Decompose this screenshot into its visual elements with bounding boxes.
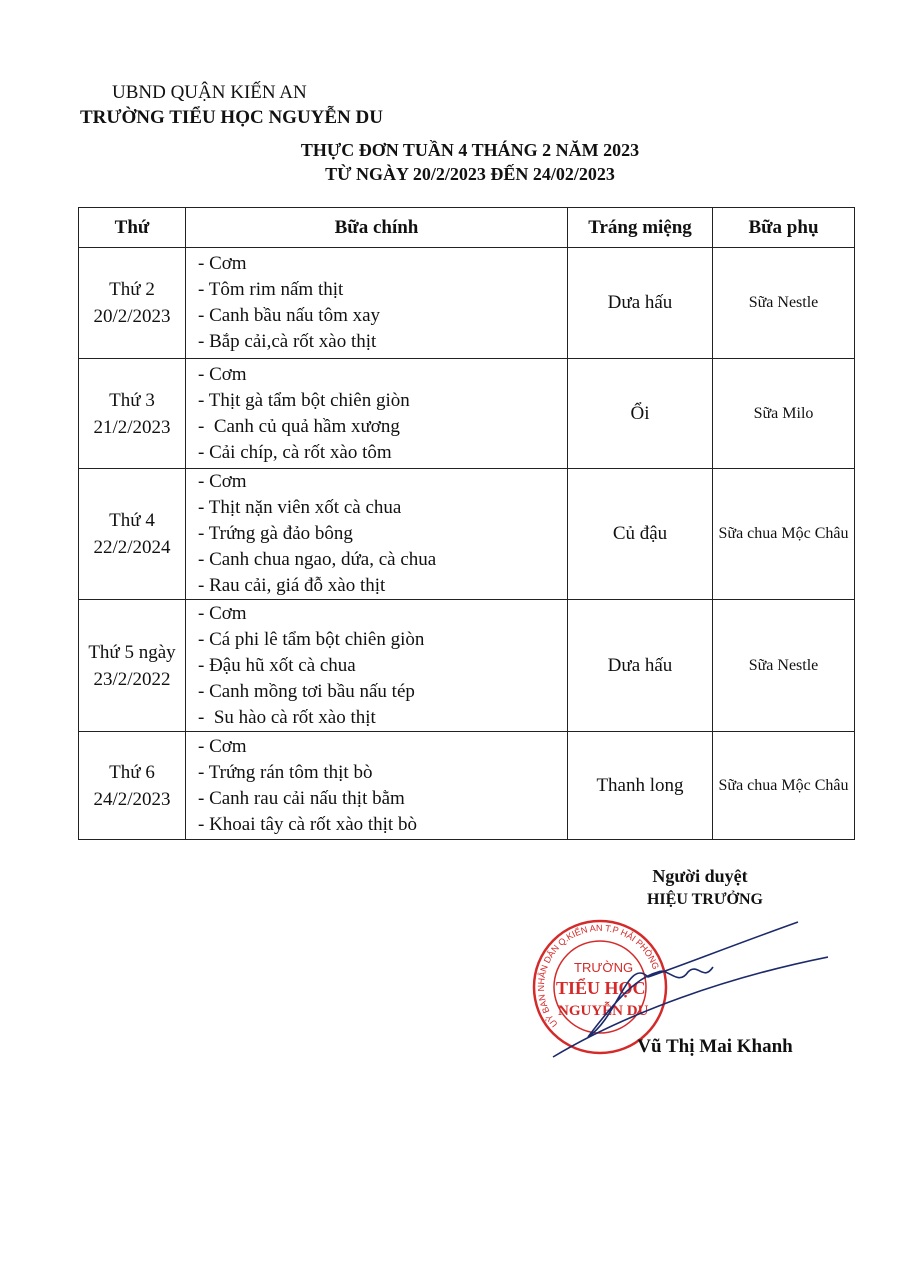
table-row — [79, 469, 855, 600]
dish: - Cơm — [198, 253, 247, 274]
table-row — [79, 248, 855, 359]
day-date: 20/2/2023 — [93, 306, 171, 327]
dessert-cell: Ổi — [568, 359, 713, 469]
day-date: 23/2/2022 — [93, 668, 171, 690]
day-date: 24/2/2023 — [93, 788, 171, 810]
dessert-cell: Dưa hấu — [568, 600, 713, 732]
day-cell — [79, 359, 186, 469]
dish: - Trứng gà đảo bông — [198, 523, 353, 544]
dish: - Su hào cà rốt xào thịt — [198, 706, 376, 728]
approver-role: HIỆU TRƯỞNG — [646, 891, 763, 908]
day-cell — [79, 248, 186, 359]
main-meal-cell — [186, 248, 568, 359]
day-cell — [79, 732, 186, 840]
stamp-line-2: TIỂU HỌC — [556, 978, 646, 998]
dish: - Cơm — [198, 602, 247, 624]
day-cell — [79, 600, 186, 732]
approver-label: Người duyệt — [652, 866, 748, 886]
menu-title: THỰC ĐƠN TUẦN 4 THÁNG 2 NĂM 2023 — [300, 140, 640, 160]
day-name: Thứ 6 — [109, 761, 155, 783]
col-snack: Bữa phụ — [713, 208, 855, 248]
snack-cell: Sữa chua Mộc Châu — [713, 732, 855, 840]
table-header-row — [79, 208, 855, 248]
main-meal-cell — [186, 600, 568, 732]
dish: - Khoai tây cà rốt xào thịt bò — [198, 813, 417, 835]
main-meal-cell — [186, 359, 568, 469]
stamp-line-1: TRƯỜNG — [574, 960, 634, 975]
col-day: Thứ — [79, 208, 186, 248]
dish: - Cơm — [198, 735, 247, 757]
snack-cell: Sữa Nestle — [713, 248, 855, 359]
dish: - Canh mồng tơi bầu nấu tép — [198, 680, 415, 702]
day-name: Thứ 2 — [109, 279, 155, 300]
dish: - Cơm — [198, 471, 247, 492]
dish: - Canh chua ngao, dứa, cà chua — [198, 549, 437, 570]
dish: - Canh củ quả hầm xương — [198, 415, 400, 437]
stamp-ring-text: UỶ BAN NHÂN DÂN Q.KIẾN AN T.P HẢI PHÒNG — [535, 922, 661, 1030]
snack-cell: Sữa Milo — [713, 359, 855, 469]
dish: - Cải chíp, cà rốt xào tôm — [198, 441, 392, 463]
dessert-cell: Thanh long — [568, 732, 713, 840]
table-row — [79, 732, 855, 840]
menu-date-range: TỪ NGÀY 20/2/2023 ĐẾN 24/02/2023 — [325, 164, 615, 184]
main-meal-cell — [186, 732, 568, 840]
col-main: Bữa chính — [186, 208, 568, 248]
dish: - Đậu hũ xốt cà chua — [198, 654, 356, 676]
dish: - Rau cải, giá đỗ xào thịt — [198, 575, 386, 596]
table-row — [79, 359, 855, 469]
stamp-line-3: NGUYỄN DU — [558, 1003, 649, 1019]
approver-name: Vũ Thị Mai Khanh — [637, 1036, 793, 1057]
school-stamp — [534, 921, 666, 1053]
day-cell — [79, 469, 186, 600]
day-name: Thứ 4 — [109, 510, 155, 531]
col-dessert: Tráng miệng — [568, 208, 713, 248]
menu-table — [78, 207, 855, 840]
main-meal-cell — [186, 469, 568, 600]
day-date: 21/2/2023 — [93, 416, 171, 438]
dish: - Cơm — [198, 363, 247, 385]
dish: - Bắp cải,cà rốt xào thịt — [198, 331, 377, 352]
day-name: Thứ 5 ngày — [88, 641, 176, 663]
dessert-cell: Củ đậu — [568, 469, 713, 600]
dish: - Tôm rim nấm thịt — [198, 279, 344, 300]
dish: - Trứng rán tôm thịt bò — [198, 761, 373, 783]
dish: - Thịt nặn viên xốt cà chua — [198, 497, 402, 518]
day-date: 22/2/2024 — [93, 537, 171, 558]
dish: - Canh rau cải nấu thịt bằm — [198, 787, 405, 809]
table-row — [79, 600, 855, 732]
dish: - Canh bầu nấu tôm xay — [198, 305, 381, 326]
snack-cell: Sữa chua Mộc Châu — [713, 469, 855, 600]
day-name: Thứ 3 — [109, 389, 155, 411]
school-name: TRƯỜNG TIỂU HỌC NGUYỄN DU — [80, 107, 383, 128]
snack-cell: Sữa Nestle — [713, 600, 855, 732]
org-name: UBND QUẬN KIẾN AN — [112, 82, 307, 103]
dessert-cell: Dưa hấu — [568, 248, 713, 359]
dish: - Cá phi lê tẩm bột chiên giòn — [198, 628, 425, 650]
dish: - Thịt gà tẩm bột chiên giòn — [198, 389, 410, 411]
